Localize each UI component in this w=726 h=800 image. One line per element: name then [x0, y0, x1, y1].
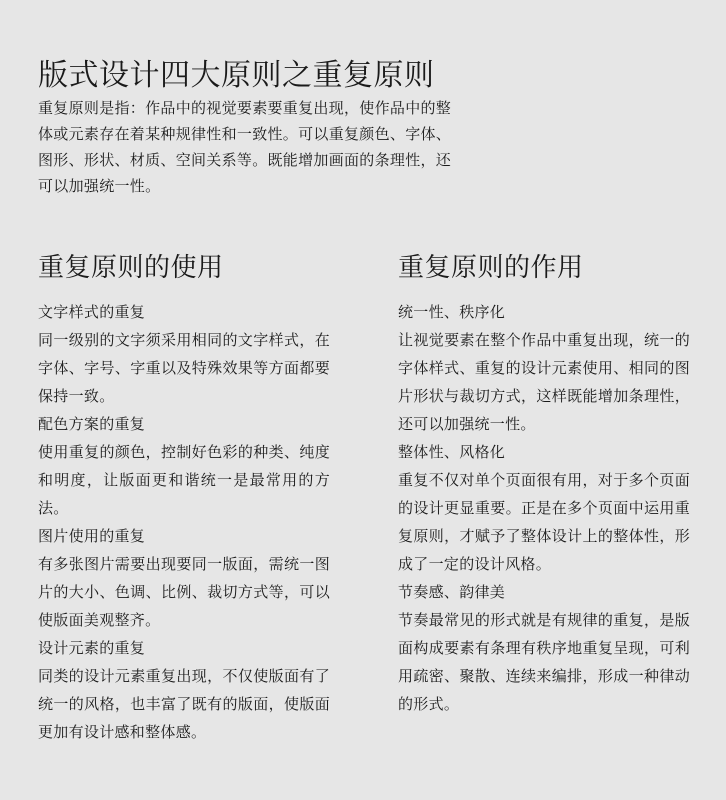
section-image-repeat	[38, 522, 330, 634]
section-body: 同类的设计元素重复出现，不仅使版面有了统一的风格，也丰富了既有的版面，使版面更加有设计感和整体感。	[38, 667, 330, 741]
left-column	[38, 298, 330, 746]
section-body: 同一级别的文字须采用相同的文字样式，在字体、字号、字重以及特殊效果等方面都要保持一致。	[38, 331, 330, 405]
section-body: 使用重复的颜色，控制好色彩的种类、纯度和明度，让版面更和谐统一是最常用的方法。	[38, 443, 330, 517]
section-wholeness-style	[398, 438, 690, 578]
intro-paragraph: 重复原则是指：作品中的视觉要素要重复出现，使作品中的整体或元素存在着某种规律性和一致性。可以重复颜色、字体、图形、形状、材质、空间关系等。既能增加画面的条理性，还可以加强统一性。	[38, 99, 452, 195]
section-body: 重复不仅对单个页面很有用，对于多个页面的设计更显重要。正是在多个页面中运用重复原则，才赋予了整体设计上的整体性，形成了一定的设计风格。	[398, 471, 690, 573]
section-color-scheme-repeat	[38, 410, 330, 522]
section-heading: 文字样式的重复	[38, 303, 146, 321]
left-column-title: 重复原则的使用	[38, 253, 224, 283]
section-design-element-repeat	[38, 634, 330, 746]
section-heading: 统一性、秩序化	[398, 303, 506, 321]
page-title: 版式设计四大原则之重复原则	[38, 58, 435, 93]
section-heading: 设计元素的重复	[38, 639, 146, 657]
section-heading: 整体性、风格化	[398, 443, 506, 461]
section-body: 有多张图片需要出现要同一版面，需统一图片的大小、色调、比例、裁切方式等，可以使版面美观整齐。	[38, 555, 330, 629]
right-column-title: 重复原则的作用	[398, 253, 584, 283]
section-heading: 图片使用的重复	[38, 527, 146, 545]
section-text-style-repeat	[38, 298, 330, 410]
section-body: 节奏最常见的形式就是有规律的重复，是版面构成要素有条理有秩序地重复呈现，可利用疏密、聚散、连续来编排，形成一种律动的形式。	[398, 611, 690, 713]
section-body: 让视觉要素在整个作品中重复出现，统一的字体样式、重复的设计元素使用、相同的图片形状与裁切方式，这样既能增加条理性，还可以加强统一性。	[398, 331, 690, 433]
section-rhythm	[398, 578, 690, 718]
section-heading: 节奏感、韵律美	[398, 583, 506, 601]
section-unity-order	[398, 298, 690, 438]
right-column	[398, 298, 690, 718]
section-heading: 配色方案的重复	[38, 415, 146, 433]
